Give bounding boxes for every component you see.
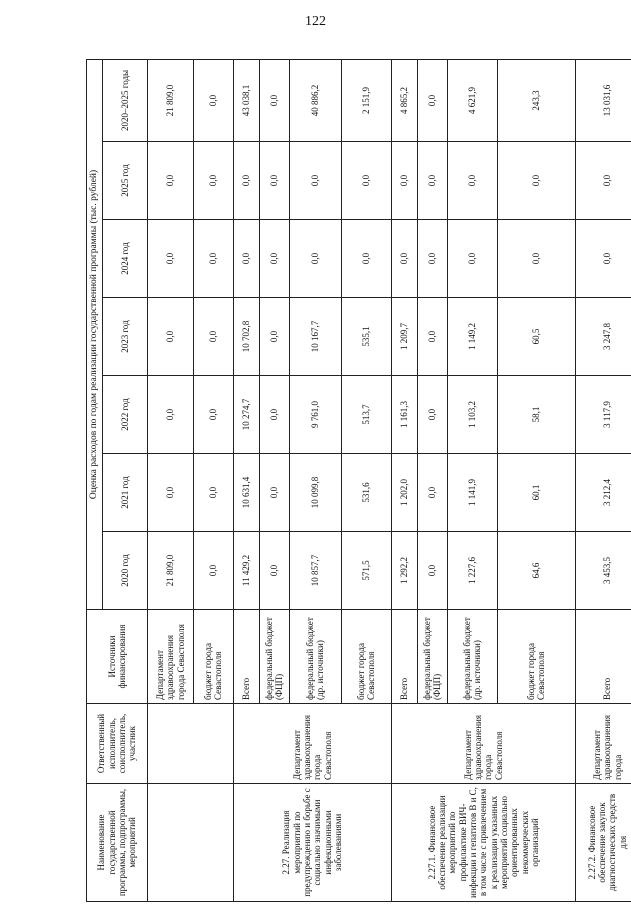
value-cell: 0,0: [259, 142, 289, 220]
rotated-table-area: [86, 60, 628, 902]
value-cell: 0,0: [341, 142, 391, 220]
value-cell: 0,0: [341, 220, 391, 298]
header-year-2025: 2025 год: [102, 142, 147, 220]
page-number: 122: [305, 14, 326, 29]
row-funding-source: бюджет города Севастополя: [193, 610, 233, 704]
value-cell: 535,1: [341, 298, 391, 376]
value-cell: 513,7: [341, 376, 391, 454]
value-cell: 10 274,7: [233, 376, 259, 454]
value-cell: 10 167,7: [289, 298, 341, 376]
row-executor: Департамент здравоохранения города Севастополя: [391, 704, 575, 784]
row-executor: [147, 704, 233, 784]
row-funding-source: бюджет города Севастополя: [341, 610, 391, 704]
table-sheet: [86, 60, 628, 902]
value-cell: 0,0: [193, 142, 233, 220]
row-activity-name: 2.27. Реализация мероприятий по предупреждению и борьбе с социально значимыми инфекционными заболеваниями: [233, 784, 391, 902]
value-cell: 0,0: [417, 142, 447, 220]
header-source: Источники финансирования: [87, 610, 148, 704]
row-executor: Департамент здравоохранения города: [575, 704, 631, 784]
value-cell: 0,0: [289, 142, 341, 220]
row-funding-source: федеральный бюджет (др. источники): [447, 610, 497, 704]
value-cell: 0,0: [417, 454, 447, 532]
value-cell: 0,0: [259, 532, 289, 610]
row-funding-source: Всего: [233, 610, 259, 704]
row-funding-source: Всего: [575, 610, 631, 704]
value-cell: 571,5: [341, 532, 391, 610]
row-funding-source: федеральный бюджет (ФЦП): [259, 610, 289, 704]
value-cell: 0,0: [447, 220, 497, 298]
value-cell: 0,0: [259, 376, 289, 454]
value-cell: 243,3: [497, 59, 575, 141]
row-activity-name: [147, 784, 233, 902]
value-cell: 9 761,0: [289, 376, 341, 454]
value-cell: 2 151,9: [341, 59, 391, 141]
value-cell: 4 621,9: [447, 59, 497, 141]
header-year-2024: 2024 год: [102, 220, 147, 298]
value-cell: 0,0: [497, 142, 575, 220]
value-cell: 43 038,1: [233, 59, 259, 141]
value-cell: 10 702,8: [233, 298, 259, 376]
value-cell: 1 292,2: [391, 532, 417, 610]
value-cell: 60,5: [497, 298, 575, 376]
value-cell: 0,0: [497, 220, 575, 298]
table-row: [147, 59, 193, 901]
value-cell: 0,0: [193, 59, 233, 141]
value-cell: 3 453,5: [575, 532, 631, 610]
value-cell: 0,0: [147, 298, 193, 376]
value-cell: 0,0: [259, 454, 289, 532]
value-cell: 0,0: [259, 298, 289, 376]
value-cell: 1 227,6: [447, 532, 497, 610]
value-cell: 1 161,3: [391, 376, 417, 454]
value-cell: 1 141,9: [447, 454, 497, 532]
value-cell: 21 809,0: [147, 532, 193, 610]
value-cell: 0,0: [193, 454, 233, 532]
table-row: [391, 59, 417, 901]
value-cell: 0,0: [259, 59, 289, 141]
value-cell: 0,0: [417, 220, 447, 298]
header-expense-group: Оценка расходов по годам реализации государственной программы (тыс. рублей): [87, 59, 103, 609]
row-funding-source: Департамент здравоохранения города Севастополя: [147, 610, 193, 704]
value-cell: 0,0: [193, 376, 233, 454]
expenditure-table: [86, 59, 631, 902]
value-cell: 0,0: [147, 220, 193, 298]
header-year-total: 2020–2025 годы: [102, 59, 147, 141]
value-cell: 10 857,7: [289, 532, 341, 610]
value-cell: 1 149,2: [447, 298, 497, 376]
value-cell: 60,1: [497, 454, 575, 532]
table-row: [575, 59, 631, 901]
value-cell: 4 865,2: [391, 59, 417, 141]
value-cell: 0,0: [233, 142, 259, 220]
header-year-2023: 2023 год: [102, 298, 147, 376]
header-year-2021: 2021 год: [102, 454, 147, 532]
value-cell: 10 099,8: [289, 454, 341, 532]
value-cell: 0,0: [193, 220, 233, 298]
value-cell: 0,0: [147, 142, 193, 220]
value-cell: 0,0: [417, 298, 447, 376]
header-name: Наименование государственной программы, подпрограммы, мероприятий: [87, 784, 148, 902]
value-cell: 0,0: [147, 376, 193, 454]
header-year-2022: 2022 год: [102, 376, 147, 454]
value-cell: 64,6: [497, 532, 575, 610]
value-cell: 0,0: [417, 59, 447, 141]
value-cell: 0,0: [391, 220, 417, 298]
value-cell: 0,0: [447, 142, 497, 220]
value-cell: 0,0: [193, 532, 233, 610]
value-cell: 1 209,7: [391, 298, 417, 376]
header-executor: Ответственный исполнитель, соисполнитель, участник: [87, 704, 148, 784]
value-cell: 3 247,8: [575, 298, 631, 376]
value-cell: 0,0: [147, 454, 193, 532]
value-cell: 11 429,2: [233, 532, 259, 610]
value-cell: 3 117,9: [575, 376, 631, 454]
value-cell: 0,0: [391, 142, 417, 220]
value-cell: 0,0: [575, 220, 631, 298]
row-funding-source: Всего: [391, 610, 417, 704]
value-cell: 0,0: [233, 220, 259, 298]
row-activity-name: 2.27.1. Финансовое обеспечение реализации мероприятий по профилактике ВИЧ-инфекции и гепатитов В и С, в том числе с привлечением к реализации указанных мероприятий социально ориентированных некоммерческих организаций: [391, 784, 575, 902]
row-executor: Департамент здравоохранения города Севастополя: [233, 704, 391, 784]
value-cell: 3 212,4: [575, 454, 631, 532]
value-cell: 21 809,0: [147, 59, 193, 141]
value-cell: 13 031,6: [575, 59, 631, 141]
table-row: [233, 59, 259, 901]
header-year-2020: 2020 год: [102, 532, 147, 610]
value-cell: 10 631,4: [233, 454, 259, 532]
value-cell: 0,0: [289, 220, 341, 298]
value-cell: 0,0: [259, 220, 289, 298]
value-cell: 0,0: [575, 142, 631, 220]
row-activity-name: 2.27.2. Финансовое обеспечение закупок диагностических средств для: [575, 784, 631, 902]
row-funding-source: федеральный бюджет (др. источники): [289, 610, 341, 704]
table-body: [147, 59, 631, 901]
value-cell: 0,0: [417, 532, 447, 610]
value-cell: 1 202,0: [391, 454, 417, 532]
row-funding-source: федеральный бюджет (ФЦП): [417, 610, 447, 704]
value-cell: 0,0: [417, 376, 447, 454]
row-funding-source: бюджет города Севастополя: [497, 610, 575, 704]
value-cell: 0,0: [193, 298, 233, 376]
value-cell: 531,6: [341, 454, 391, 532]
value-cell: 40 886,2: [289, 59, 341, 141]
value-cell: 58,1: [497, 376, 575, 454]
value-cell: 1 103,2: [447, 376, 497, 454]
